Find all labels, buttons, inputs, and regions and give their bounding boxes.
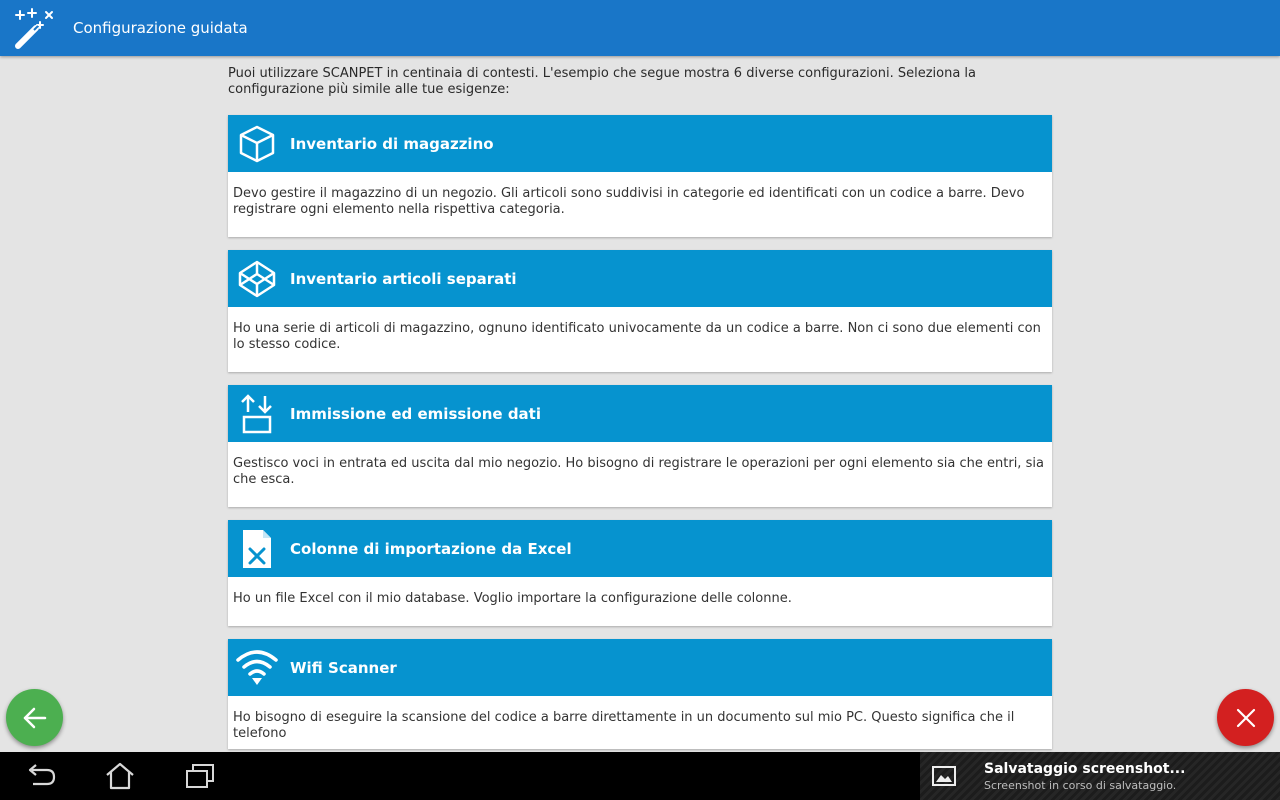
card-description: Ho una serie di articoli di magazzino, ognuno identificato univocamente da un codice a barre. Non ci sono due elementi con lo stesso codice. [233, 321, 1041, 352]
in-out-arrows-icon [230, 385, 284, 442]
config-card-immissione-emissione[interactable] [228, 385, 1052, 507]
card-header[interactable] [228, 250, 1052, 307]
recent-apps-icon[interactable] [178, 760, 222, 792]
box-icon [230, 115, 284, 172]
card-title: Inventario articoli separati [290, 269, 517, 288]
close-icon [1234, 706, 1258, 730]
config-card-wifi-scanner[interactable] [228, 639, 1052, 749]
card-title: Wifi Scanner [290, 658, 397, 677]
excel-file-icon [230, 520, 284, 577]
magic-wand-icon[interactable] [12, 6, 56, 50]
card-title: Immissione ed emissione dati [290, 404, 541, 423]
intro-text: Puoi utilizzare SCANPET in centinaia di contesti. L'esempio che segue mostra 6 diverse configurazioni. Seleziona la configurazione più simile alle tue esigenze: [228, 66, 977, 97]
back-fab-button[interactable] [6, 689, 63, 746]
card-description: Ho bisogno di eseguire la scansione del codice a barre direttamente in un documento sul mio PC. Questo significa che il telefono [233, 710, 1015, 741]
card-header[interactable] [228, 115, 1052, 172]
config-card-inventario-articoli-separati[interactable] [228, 250, 1052, 372]
card-description: Ho un file Excel con il mio database. Voglio importare la configurazione delle colonne. [233, 591, 792, 606]
notification-title: Salvataggio screenshot... [984, 761, 1186, 777]
card-description: Devo gestire il magazzino di un negozio. Gli articoli sono suddivisi in categorie ed identificati con un codice a barre. Devo registrare ogni elemento nella rispettiva categoria. [233, 186, 1025, 217]
card-description: Gestisco voci in entrata ed uscita dal mio negozio. Ho bisogno di registrare le operazioni per ogni elemento sia che entri, sia che esca. [233, 456, 1044, 487]
app-title: Configurazione guidata [73, 19, 248, 37]
notification-subtitle: Screenshot in corso di salvataggio. [984, 779, 1177, 792]
card-title: Inventario di magazzino [290, 134, 494, 153]
wifi-icon [230, 639, 284, 696]
arrow-left-icon [22, 705, 48, 731]
configuration-list[interactable] [228, 56, 1052, 741]
card-header[interactable] [228, 639, 1052, 696]
screenshot-notification[interactable] [920, 752, 1280, 800]
config-card-inventario-magazzino[interactable] [228, 115, 1052, 237]
home-icon[interactable] [98, 760, 142, 792]
card-header[interactable] [228, 520, 1052, 577]
close-fab-button[interactable] [1217, 689, 1274, 746]
app-bar [0, 0, 1280, 56]
back-icon[interactable] [18, 760, 62, 792]
image-icon [932, 764, 956, 788]
config-card-colonne-excel[interactable] [228, 520, 1052, 626]
codepen-cube-icon [230, 250, 284, 307]
card-title: Colonne di importazione da Excel [290, 539, 572, 558]
card-header[interactable] [228, 385, 1052, 442]
